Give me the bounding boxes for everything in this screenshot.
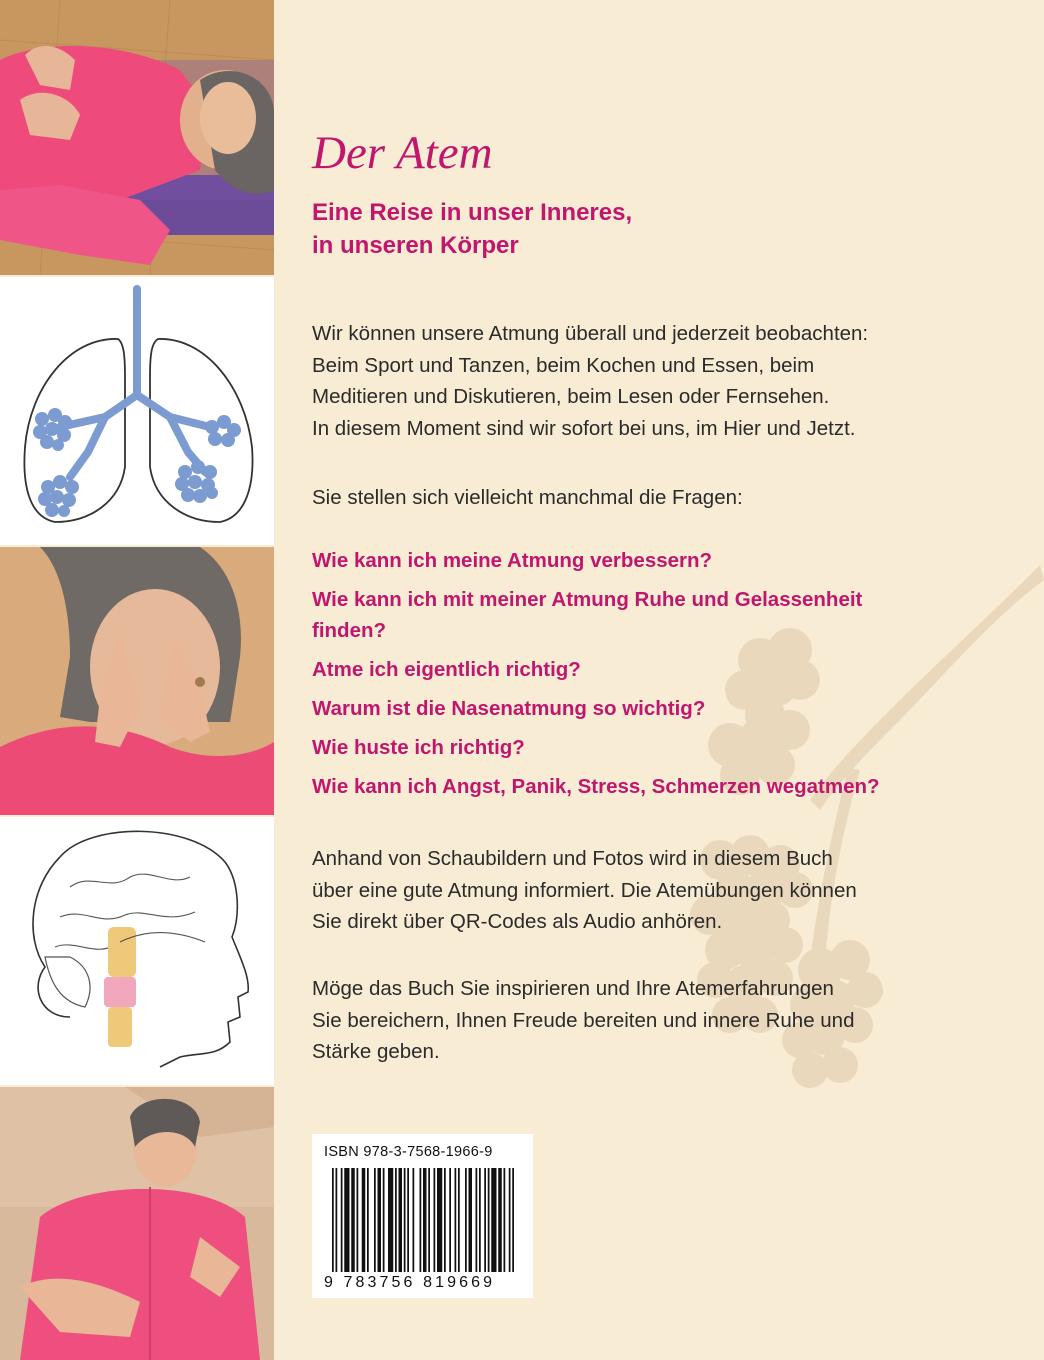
photo-lying-on-mat	[0, 0, 274, 275]
question-text: Wie huste ich richtig?	[312, 736, 525, 759]
intro-line: Beim Sport und Tanzen, beim Kochen und Essen, beim	[312, 353, 815, 377]
barcode-bar	[362, 1168, 366, 1272]
barcode-bar	[374, 1168, 376, 1272]
question-item	[312, 654, 880, 685]
barcode-bar	[388, 1168, 393, 1272]
subtitle	[312, 196, 632, 262]
lead-line: Sie stellen sich vielleicht manchmal die Fragen:	[312, 486, 743, 509]
intro-paragraph	[312, 318, 868, 444]
intro-line: Wir können unsere Atmung überall und jederzeit beobachten:	[312, 322, 869, 345]
barcode-bar	[488, 1168, 490, 1272]
question-text: Warum ist die Nasenatmung so wichtig?	[312, 697, 706, 720]
image-column	[0, 0, 274, 1360]
barcode-bar	[469, 1168, 473, 1272]
barcode-bar	[434, 1168, 436, 1272]
barcode-bar	[336, 1168, 338, 1272]
barcode-bar	[437, 1168, 442, 1272]
question-text: Atme ich eigentlich richtig?	[312, 658, 581, 681]
question-text: Wie kann ich meine Atmung verbessern?	[312, 549, 713, 572]
barcode-bar	[367, 1168, 369, 1272]
question-text: Wie kann ich Angst, Panik, Stress, Schmerzen wegatmen?	[312, 775, 880, 798]
barcode-bars	[332, 1168, 514, 1272]
photo-standing-breathing	[0, 1087, 274, 1360]
barcode-bar	[484, 1168, 486, 1272]
barcode-bar	[458, 1168, 460, 1272]
barcode-bar	[413, 1168, 415, 1272]
lungs-illustration	[0, 277, 274, 545]
question-text: Wie kann ich mit meiner Atmung Ruhe und Gelassenheit	[312, 588, 863, 611]
closing-paragraph	[312, 973, 855, 1068]
barcode-bar	[465, 1168, 467, 1272]
barcode-bar	[504, 1168, 506, 1272]
description-paragraph	[312, 843, 857, 938]
question-item	[312, 732, 880, 763]
photo-nose-breathing	[0, 547, 274, 815]
barcode-bar	[479, 1168, 481, 1272]
barcode-bar	[428, 1168, 430, 1272]
question-item	[312, 545, 880, 576]
barcode-bar	[383, 1168, 385, 1272]
barcode-bar	[509, 1168, 511, 1272]
barcode-bar	[420, 1168, 422, 1272]
barcode-bar	[455, 1168, 457, 1272]
question-list	[312, 545, 880, 810]
questions-lead	[312, 482, 743, 514]
description-line: über eine gute Atmung informiert. Die Atemübungen können	[312, 878, 857, 902]
barcode-bar	[491, 1168, 496, 1272]
barcode-bar	[512, 1168, 514, 1272]
barcode-bar	[423, 1168, 427, 1272]
barcode-bar	[341, 1168, 343, 1272]
description-line: Anhand von Schaubildern und Fotos wird in diesem Buch	[312, 847, 833, 870]
description-line: Sie direkt über QR-Codes als Audio anhören.	[312, 910, 723, 933]
barcode-bar	[444, 1168, 446, 1272]
subtitle-line: Eine Reise in unser Inneres,	[312, 199, 633, 226]
barcode-bar	[378, 1168, 382, 1272]
question-item	[312, 584, 880, 646]
question-text: finden?	[312, 619, 387, 642]
barcode-number: 9 783756 819669	[324, 1274, 496, 1291]
closing-line: Stärke geben.	[312, 1040, 440, 1063]
closing-line: Möge das Buch Sie inspirieren und Ihre Atemerfahrungen	[312, 977, 834, 1000]
barcode-bar	[399, 1168, 403, 1272]
intro-line: In diesem Moment sind wir sofort bei uns, im Hier und Jetzt.	[312, 416, 856, 440]
barcode-bar	[476, 1168, 478, 1272]
subtitle-line: in unseren Körper	[312, 232, 519, 259]
barcode-bar	[357, 1168, 359, 1272]
barcode-bar	[498, 1168, 502, 1272]
barcode-bar	[332, 1168, 334, 1272]
barcode-bar	[449, 1168, 451, 1272]
book-title: Der Atem	[312, 127, 493, 179]
barcode-bar	[407, 1168, 409, 1272]
isbn-barcode	[312, 1134, 533, 1298]
question-item	[312, 693, 880, 724]
barcode-bar	[395, 1168, 397, 1272]
closing-line: Sie bereichern, Ihnen Freude bereiten und innere Ruhe und	[312, 1008, 855, 1032]
barcode-bar	[351, 1168, 355, 1272]
brain-illustration	[0, 817, 274, 1085]
intro-line: Meditieren und Diskutieren, beim Lesen oder Fernsehen.	[312, 385, 830, 408]
question-item	[312, 771, 880, 802]
isbn-label: ISBN 978-3-7568-1966-9	[324, 1144, 493, 1160]
barcode-bar	[404, 1168, 406, 1272]
barcode-bar	[344, 1168, 349, 1272]
